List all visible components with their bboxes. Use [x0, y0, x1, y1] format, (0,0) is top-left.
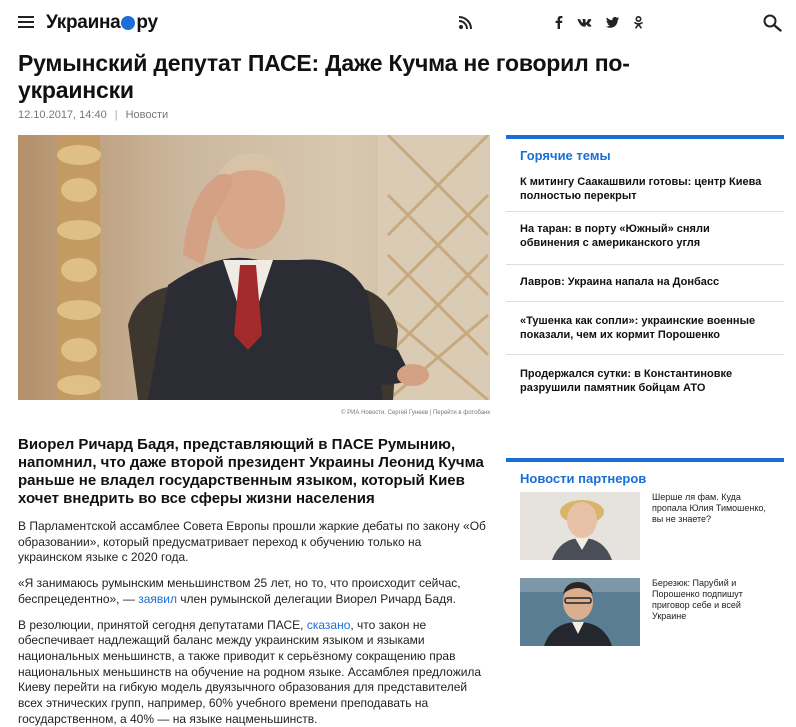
hot-item-2[interactable]: На таран: в порту «Южный» сняли обвинения с американского угля	[520, 223, 710, 249]
menu-icon[interactable]	[18, 16, 34, 28]
paragraph-3	[18, 618, 488, 727]
twitter-icon[interactable]	[604, 14, 620, 30]
site-header	[0, 0, 796, 44]
partner-text-2: Березюк: Парубий и Порошенко подпишут приговор себе и всей Украине	[652, 578, 743, 621]
p2-link[interactable]: заявил	[138, 591, 177, 606]
paragraph-2	[18, 576, 488, 607]
article-date: 12.10.2017, 14:40	[18, 109, 107, 121]
article-lead: Виорел Ричард Бадя, представляющий в ПАСЕ Румынию, напомнил, что даже второй президент Украины Леонид Кучма раньше не владел государственным языком, который Киев хочет внедрить во все сферы жизни населения	[18, 436, 484, 507]
p3-link[interactable]: сказано	[306, 617, 351, 632]
paragraph-1: В Парламентской ассамблее Совета Европы прошли жаркие дебаты по закону «Об образовании», который предусматривает переход к обучению только на украинском языке с 2020 года.	[18, 519, 486, 565]
article-title: Румынский депутат ПАСЕ: Даже Кучма не говорил по-украински	[18, 50, 630, 103]
partner-news-title: Новости партнеров	[520, 471, 647, 486]
vk-icon[interactable]	[576, 14, 592, 30]
facebook-icon[interactable]	[551, 14, 567, 30]
partner-thumb-2	[520, 578, 640, 646]
logo-text-right: ру	[136, 12, 158, 33]
meta-divider: |	[114, 109, 118, 121]
hot-item-5[interactable]: Продержался сутки: в Константиновке разрушили памятник бойцам АТО	[520, 368, 733, 394]
p3-text-after: , что закон не обеспечивает надлежащий баланс между украинским языком и языками национальных меньшинств, а также приводит к серьёзному сокращению прав национальных меньшинств на обучение на родном языке. Ассамблея предложила Киеву перейти на гибкую модель двуязычного образования для представителей всех этнических групп, например, 60% учебного времени преподавать на государственном, а 40% — на языке нацменьшинств.	[18, 617, 482, 726]
article-category-link[interactable]: Новости	[125, 109, 169, 121]
partner-thumb-1	[520, 492, 640, 560]
article-photo	[18, 135, 490, 400]
logo-dot-icon	[121, 16, 135, 30]
hot-item-4[interactable]: «Тушенка как сопли»: украинские военные показали, чем их кормит Порошенко	[520, 315, 756, 341]
p3-text-before: В резолюции, принятой сегодня депутатами ПАСЕ,	[18, 617, 307, 632]
hot-item-3[interactable]: Лавров: Украина напала на Донбасс	[520, 276, 720, 288]
hot-topics	[506, 135, 784, 397]
article-body	[18, 519, 488, 727]
photo-caption: © РИА Новости. Сергей Гунеев | Перейти в фотобанк	[341, 410, 490, 416]
hot-topics-title: Горячие темы	[520, 148, 611, 163]
hot-item-1[interactable]: К митингу Саакашвили готовы: центр Киева полностью перекрыт	[520, 176, 762, 202]
site-logo[interactable]	[46, 12, 158, 34]
partner-text-1: Шерше ля фам. Куда пропала Юлия Тимошенко, вы не знаете?	[652, 492, 766, 524]
partner-item-1[interactable]	[506, 492, 784, 566]
rss-icon[interactable]	[457, 14, 473, 30]
article-meta	[18, 109, 168, 121]
search-icon[interactable]	[762, 13, 782, 33]
p2-text-after: член румынской делегации Виорел Ричард Бадя.	[176, 591, 456, 606]
logo-text-left: Украина	[46, 12, 121, 33]
partner-item-2[interactable]	[506, 578, 784, 652]
odnoklassniki-icon[interactable]	[630, 14, 646, 30]
partner-news	[506, 458, 784, 664]
p2-text-before: «Я занимаюсь румынским меньшинством 25 лет, но то, что происходит сейчас, беспрецедентно», —	[18, 576, 461, 606]
